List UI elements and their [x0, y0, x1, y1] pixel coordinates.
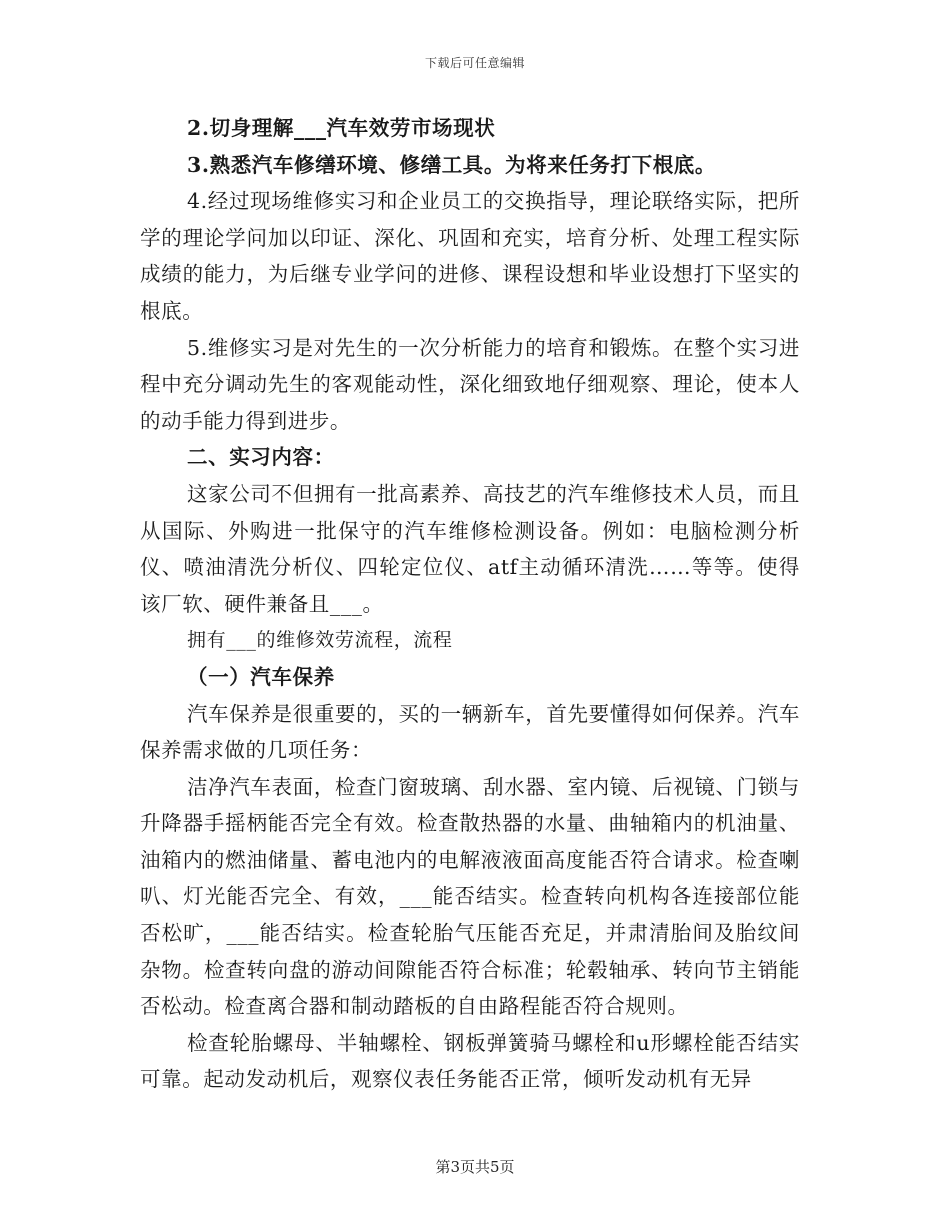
objective-3: 3.熟悉汽车修缮环境、修缮工具。为将来任务打下根底。 — [187, 152, 716, 177]
document-body — [140, 110, 800, 1098]
section-heading-content: 二、实习内容： — [187, 445, 335, 470]
subsection-heading-maintenance: （一）汽车保养 — [187, 664, 335, 689]
page-header-note: 下载后可任意编辑 — [424, 56, 525, 70]
objective-5: 5.维修实习是对先生的一次分析能力的培育和锻炼。在整个实习进程中充分调动先生的客观能动性，深化细致地仔细观察、理论，使本人的动手能力得到进步。 — [140, 335, 800, 433]
page-number: 第3页共5页 — [435, 1158, 515, 1176]
service-process-line: 拥有___的维修效劳流程，流程 — [187, 629, 453, 652]
objective-2: 2.切身理解___汽车效劳市场现状 — [187, 116, 496, 140]
maintenance-checklist-continued: 检查轮胎螺母、半轴螺栓、钢板弹簧骑马螺栓和u形螺栓能否结实可靠。起动发动机后，观察仪表任务能否正常，倾听发动机有无异 — [140, 1030, 800, 1092]
company-paragraph: 这家公司不但拥有一批高素养、高技艺的汽车维修技术人员，而且从国际、外购进一批保守的汽车维修检测设备。例如：电脑检测分析仪、喷油清洗分析仪、四轮定位仪、atf主动循环清洗……等等。使得该厂软、硬件兼备且___。 — [140, 481, 800, 616]
maintenance-intro: 汽车保养是很重要的，买的一辆新车，首先要懂得如何保养。汽车保养需求做的几项任务： — [140, 701, 800, 763]
maintenance-checklist: 洁净汽车表面，检查门窗玻璃、刮水器、室内镜、后视镜、门锁与升降器手摇柄能否完全有效。检查散热器的水量、曲轴箱内的机油量、油箱内的燃油储量、蓄电池内的电解液液面高度能否符合请求。检查喇叭、灯光能否完全、有效，___能否结实。检查转向机构各连接部位能否松旷，___能否结实。检查轮胎气压能否充足，并肃清胎间及胎纹间杂物。检查转向盘的游动间隙能否符合标准；轮毂轴承、转向节主销能否松动。检查离合器和制动踏板的自由路程能否符合规则。 — [140, 774, 800, 1019]
objective-4: 4.经过现场维修实习和企业员工的交换指导，理论联络实际，把所学的理论学问加以印证、深化、巩固和充实，培育分析、处理工程实际成绩的能力，为后继专业学问的进修、课程设想和毕业设想打下坚实的根底。 — [140, 189, 800, 323]
